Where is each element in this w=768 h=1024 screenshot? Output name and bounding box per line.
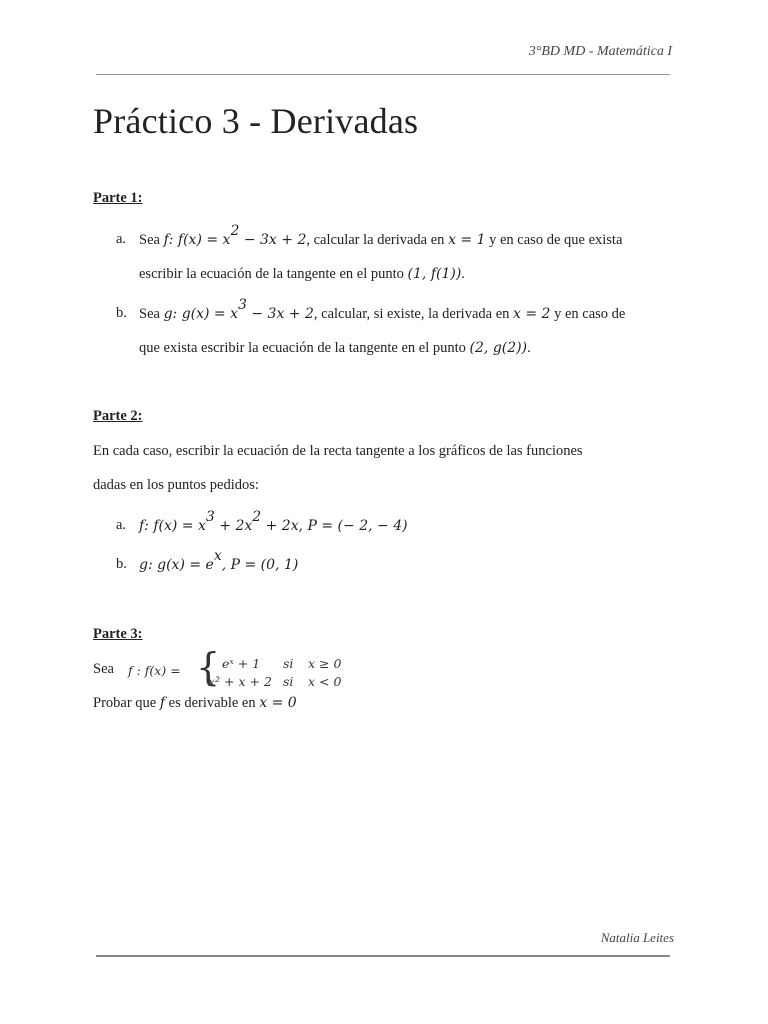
author-footer: Natalia Leites — [600, 930, 674, 945]
part3-prove: Probar que f es derivable en x = 0 — [93, 695, 297, 711]
header-divider — [96, 74, 670, 75]
part3-sea: Sea — [93, 661, 114, 677]
page-title: Práctico 3 - Derivadas — [93, 101, 419, 141]
part1-item-a-line2: escribir la ecuación de la tangente en el punto (1, f(1)). — [139, 266, 465, 282]
part2-item-a: f: $f(x) = x^3 + 2x^2 + 2x$, P = (− 2, − 4) — [139, 509, 408, 534]
part2-intro-line1: En cada caso, escribir la ecuación de la recta tangente a los gráficos de las funciones — [93, 443, 583, 459]
part2-heading: Parte 2: — [93, 408, 143, 424]
part1-heading: Parte 1: — [93, 190, 143, 206]
part2-intro-line2: dadas en los puntos pedidos: — [93, 477, 259, 493]
piecewise-lhs: f : f(x) = — [128, 663, 181, 678]
brace-icon: { — [196, 645, 221, 689]
course-header: 3°BD MD - Matemática I — [528, 44, 672, 59]
piecewise-row-1: eˣ + 1 si x ≥ 0 — [222, 656, 342, 671]
footer-divider — [96, 955, 670, 957]
part1-item-b-line1: Sea g: $g(x) = x^3 - 3x + 2$, calcular, si existe, la derivada en x = 2 y en caso de — [139, 297, 626, 322]
part2-item-a-letter: a. — [116, 517, 127, 533]
part2-item-b-letter: b. — [116, 556, 127, 572]
part1-item-a-line1: Sea f: $f(x) = x^2 - 3x + 2$, calcular la derivada en x = 1 y en caso de que exista — [139, 223, 623, 248]
piecewise-row-2: x² + x + 2 si x < 0 — [208, 674, 342, 689]
math-function: g: g(x) = x — [163, 306, 238, 322]
part1-item-b-letter: b. — [116, 305, 127, 321]
part3-heading: Parte 3: — [93, 626, 143, 642]
part1-item-a-letter: a. — [116, 231, 127, 247]
piecewise-function — [128, 645, 368, 692]
part1-item-b-line2: que exista escribir la ecuación de la tangente en el punto (2, g(2)). — [139, 340, 531, 356]
part2-item-b: g: $g(x) = e^x$, P = (0, 1) — [139, 548, 299, 573]
math-function: f: f(x) = x — [163, 232, 231, 248]
